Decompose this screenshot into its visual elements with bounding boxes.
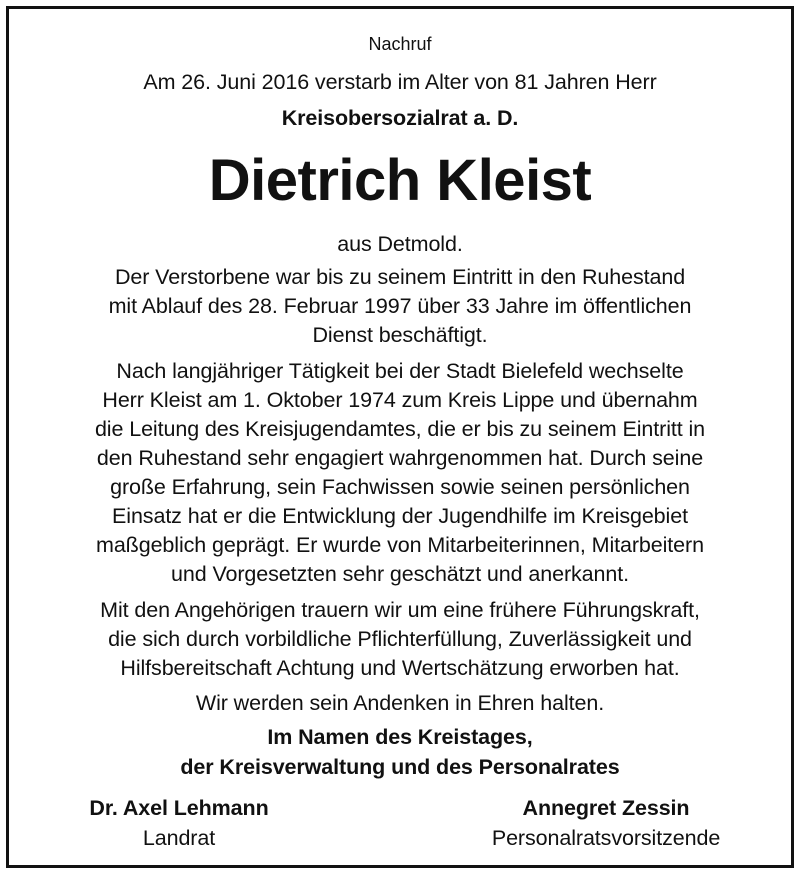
paragraph-2-line-5: große Erfahrung, sein Fachwissen sowie seinen persönlichen xyxy=(110,475,690,499)
paragraph-3-line-3: Hilfsbereitschaft Achtung und Wertschätzung erworben hat. xyxy=(120,656,680,680)
nachruf-heading: Nachruf xyxy=(368,34,432,54)
paragraph-1-line-1: Der Verstorbene war bis zu seinem Eintritt in den Ruhestand xyxy=(114,265,686,289)
signatory-2-role: Personalratsvorsitzende xyxy=(491,826,721,850)
paragraph-3-line-1: Mit den Angehörigen trauern wir um eine frühere Führungskraft, xyxy=(100,598,700,622)
closing-line-2: der Kreisverwaltung und des Personalrates xyxy=(180,755,620,779)
signatory-2-name: Annegret Zessin xyxy=(522,796,690,820)
deceased-name: Dietrich Kleist xyxy=(208,148,592,213)
paragraph-2-line-6: Einsatz hat er die Entwicklung der Jugendhilfe im Kreisgebiet xyxy=(112,504,688,528)
paragraph-1-line-3: Dienst beschäftigt. xyxy=(312,323,488,347)
closing-line-1: Im Namen des Kreistages, xyxy=(267,725,533,749)
paragraph-4-line-1: Wir werden sein Andenken in Ehren halten. xyxy=(195,691,605,715)
paragraph-2-line-7: maßgeblich geprägt. Er wurde von Mitarbeiterinnen, Mitarbeitern xyxy=(96,533,704,557)
paragraph-2-line-4: den Ruhestand sehr engagiert wahrgenommen hat. Durch seine xyxy=(96,446,704,470)
paragraph-1-line-2: mit Ablauf des 28. Februar 1997 über 33 Jahre im öffentlichen xyxy=(108,294,692,318)
signatory-1-role: Landrat xyxy=(142,826,216,850)
signatory-1-name: Dr. Axel Lehmann xyxy=(89,796,269,820)
intro-line: Am 26. Juni 2016 verstarb im Alter von 81 Jahren Herr xyxy=(143,70,657,94)
obituary-frame xyxy=(6,6,794,868)
paragraph-2-line-8: und Vorgesetzten sehr geschätzt und anerkannt. xyxy=(171,562,629,586)
paragraph-3-line-2: die sich durch vorbildliche Pflichterfüllung, Zuverlässigkeit und xyxy=(108,627,692,651)
paragraph-2-line-1: Nach langjähriger Tätigkeit bei der Stadt Bielefeld wechselte xyxy=(116,359,684,383)
rank-title: Kreisobersozialrat a. D. xyxy=(281,106,519,130)
paragraph-2-line-2: Herr Kleist am 1. Oktober 1974 zum Kreis Lippe und übernahm xyxy=(102,388,698,412)
origin-line: aus Detmold. xyxy=(337,232,463,256)
paragraph-2-line-3: die Leitung des Kreisjugendamtes, die er bis zu seinem Eintritt in xyxy=(94,417,706,441)
